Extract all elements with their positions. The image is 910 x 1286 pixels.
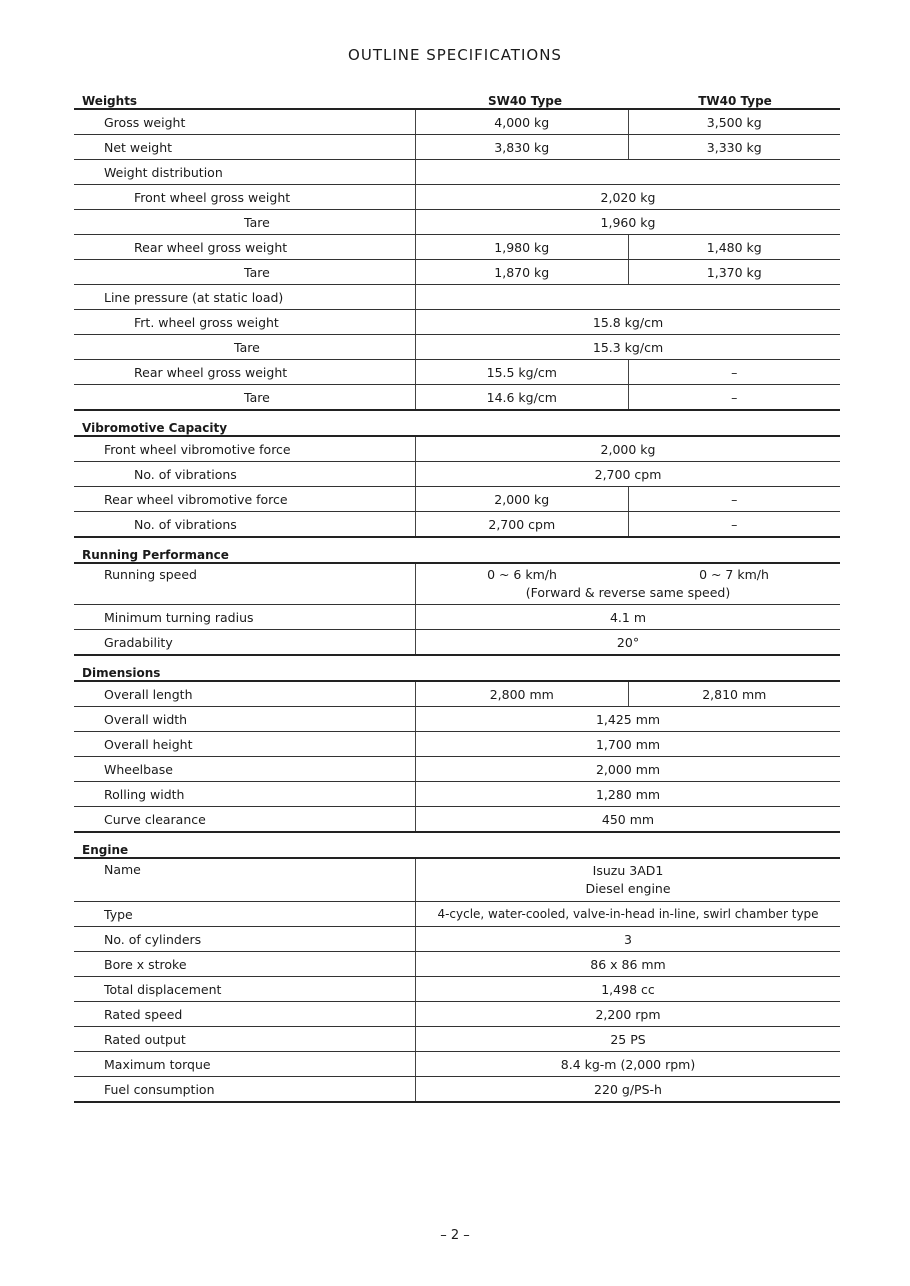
shared-value: 1,425 mm — [595, 711, 661, 727]
tw40-value: 3,500 kg — [628, 110, 841, 134]
engine-name-value — [416, 859, 840, 901]
spec-row — [74, 487, 840, 512]
spec-row — [74, 630, 840, 656]
section-header-weights — [74, 84, 840, 110]
spec-label: Type — [74, 902, 416, 926]
spec-row — [74, 160, 840, 185]
shared-value: 15.3 kg/cm — [592, 339, 664, 355]
spec-label: Running speed — [74, 564, 416, 604]
shared-value: 8.4 kg-m (2,000 rpm) — [560, 1056, 696, 1072]
section-title: Vibromotive Capacity — [82, 421, 228, 435]
spec-label: Rated output — [74, 1027, 416, 1051]
shared-value: 4.1 m — [609, 609, 647, 625]
section-title: Dimensions — [82, 666, 161, 680]
spec-label: Front wheel vibromotive force — [74, 437, 416, 461]
sw40-value: 0 ~ 6 km/h — [487, 567, 557, 582]
spec-row — [74, 927, 840, 952]
shared-value: 220 g/PS-h — [594, 1081, 662, 1097]
column-header-tw40: TW40 Type — [698, 94, 772, 108]
spec-label: No. of vibrations — [74, 512, 416, 536]
shared-value: 1,960 kg — [600, 214, 656, 230]
page-title: OUTLINE SPECIFICATIONS — [348, 46, 562, 64]
section-header-vibromotive — [74, 411, 840, 437]
shared-value: 15.8 kg/cm — [592, 314, 664, 330]
speed-note: (Forward & reverse same speed) — [525, 585, 731, 600]
spec-row — [74, 235, 840, 260]
spec-row — [74, 462, 840, 487]
section-header-dimensions — [74, 656, 840, 682]
spec-row — [74, 757, 840, 782]
spec-label: Curve clearance — [74, 807, 416, 831]
spec-row — [74, 210, 840, 235]
shared-value: 2,020 kg — [600, 189, 656, 205]
spec-label: Name — [74, 859, 416, 901]
spec-label: Front wheel gross weight — [74, 185, 416, 209]
tw40-value: 3,330 kg — [628, 135, 841, 159]
spec-row — [74, 807, 840, 833]
shared-value: 1,700 mm — [595, 736, 661, 752]
shared-value: 20° — [616, 634, 640, 650]
spec-label: Wheelbase — [74, 757, 416, 781]
shared-value: 2,700 cpm — [594, 466, 662, 482]
spec-row — [74, 859, 840, 902]
shared-value: 450 mm — [601, 811, 655, 827]
spec-row — [74, 310, 840, 335]
spec-row — [74, 977, 840, 1002]
sw40-value: 1,980 kg — [494, 239, 550, 255]
tw40-value: – — [628, 360, 841, 384]
spec-row — [74, 135, 840, 160]
spec-label: Tare — [74, 260, 416, 284]
tw40-value: 1,480 kg — [628, 235, 841, 259]
spec-label: Line pressure (at static load) — [74, 285, 416, 309]
spec-table — [74, 84, 840, 1103]
spec-row — [74, 782, 840, 807]
spec-row — [74, 285, 840, 310]
tw40-value: – — [628, 385, 841, 409]
spec-label: Tare — [74, 385, 416, 409]
shared-value: 86 x 86 mm — [590, 956, 666, 972]
spec-row — [74, 605, 840, 630]
spec-label: No. of cylinders — [74, 927, 416, 951]
spec-label: Total displacement — [74, 977, 416, 1001]
shared-value: 2,200 rpm — [595, 1006, 661, 1022]
spec-row — [74, 1052, 840, 1077]
spec-row — [74, 360, 840, 385]
shared-value: 3 — [624, 931, 632, 947]
spec-label: Rated speed — [74, 1002, 416, 1026]
spec-label: Weight distribution — [74, 160, 416, 184]
spec-row — [74, 902, 840, 927]
section-header-engine — [74, 833, 840, 859]
spec-label: Rear wheel gross weight — [74, 235, 416, 259]
shared-value: 2,000 kg — [600, 441, 656, 457]
shared-value: 1,280 mm — [595, 786, 661, 802]
section-title: Weights — [82, 94, 138, 108]
spec-label: Overall length — [74, 682, 416, 706]
sw40-value: 2,700 cpm — [488, 516, 556, 532]
tw40-value: 1,370 kg — [628, 260, 841, 284]
sw40-value: 4,000 kg — [494, 114, 550, 130]
tw40-value: – — [628, 487, 841, 511]
spec-row — [74, 437, 840, 462]
spec-label: Rear wheel vibromotive force — [74, 487, 416, 511]
spec-label: Overall width — [74, 707, 416, 731]
column-header-sw40: SW40 Type — [487, 94, 563, 108]
spec-row — [74, 707, 840, 732]
sw40-value: 15.5 kg/cm — [486, 364, 557, 380]
spec-row — [74, 512, 840, 538]
spec-label: Tare — [74, 335, 416, 359]
spec-label: Rolling width — [74, 782, 416, 806]
spec-row — [74, 1027, 840, 1052]
engine-name-line2: Diesel engine — [585, 881, 671, 896]
section-title: Running Performance — [82, 548, 229, 562]
spec-row — [74, 682, 840, 707]
sw40-value: 14.6 kg/cm — [486, 389, 557, 405]
spec-label: No. of vibrations — [74, 462, 416, 486]
sw40-value: 3,830 kg — [494, 139, 550, 155]
spec-row — [74, 185, 840, 210]
sw40-value: 1,870 kg — [494, 264, 550, 280]
spec-label: Overall height — [74, 732, 416, 756]
spec-row — [74, 385, 840, 411]
shared-value: 25 PS — [610, 1031, 646, 1047]
section-header-running — [74, 538, 840, 564]
sw40-value: 2,000 kg — [494, 491, 550, 507]
spec-label: Minimum turning radius — [74, 605, 416, 629]
spec-row — [74, 564, 840, 605]
page-number: – 2 – — [440, 1228, 470, 1243]
empty-value — [416, 285, 840, 309]
spec-label: Tare — [74, 210, 416, 234]
tw40-value: 2,810 mm — [628, 682, 841, 706]
spec-row — [74, 260, 840, 285]
spec-label: Maximum torque — [74, 1052, 416, 1076]
empty-value — [416, 160, 840, 184]
shared-value: 4-cycle, water-cooled, valve-in-head in-line, swirl chamber type — [437, 907, 819, 921]
tw40-value: 0 ~ 7 km/h — [699, 567, 769, 582]
spec-row — [74, 1002, 840, 1027]
spec-row — [74, 732, 840, 757]
spec-label: Gross weight — [74, 110, 416, 134]
spec-label: Gradability — [74, 630, 416, 654]
spec-label: Frt. wheel gross weight — [74, 310, 416, 334]
spec-row — [74, 335, 840, 360]
shared-value: 1,498 cc — [601, 981, 655, 997]
shared-value: 2,000 mm — [595, 761, 661, 777]
engine-name-line1: Isuzu 3AD1 — [592, 863, 664, 878]
sw40-value: 2,800 mm — [489, 686, 554, 702]
spec-label: Bore x stroke — [74, 952, 416, 976]
spec-label: Fuel consumption — [74, 1077, 416, 1101]
section-title: Engine — [82, 843, 129, 857]
tw40-value: – — [628, 512, 841, 536]
spec-row — [74, 952, 840, 977]
spec-label: Net weight — [74, 135, 416, 159]
spec-row — [74, 110, 840, 135]
spec-label: Rear wheel gross weight — [74, 360, 416, 384]
spec-row — [74, 1077, 840, 1103]
